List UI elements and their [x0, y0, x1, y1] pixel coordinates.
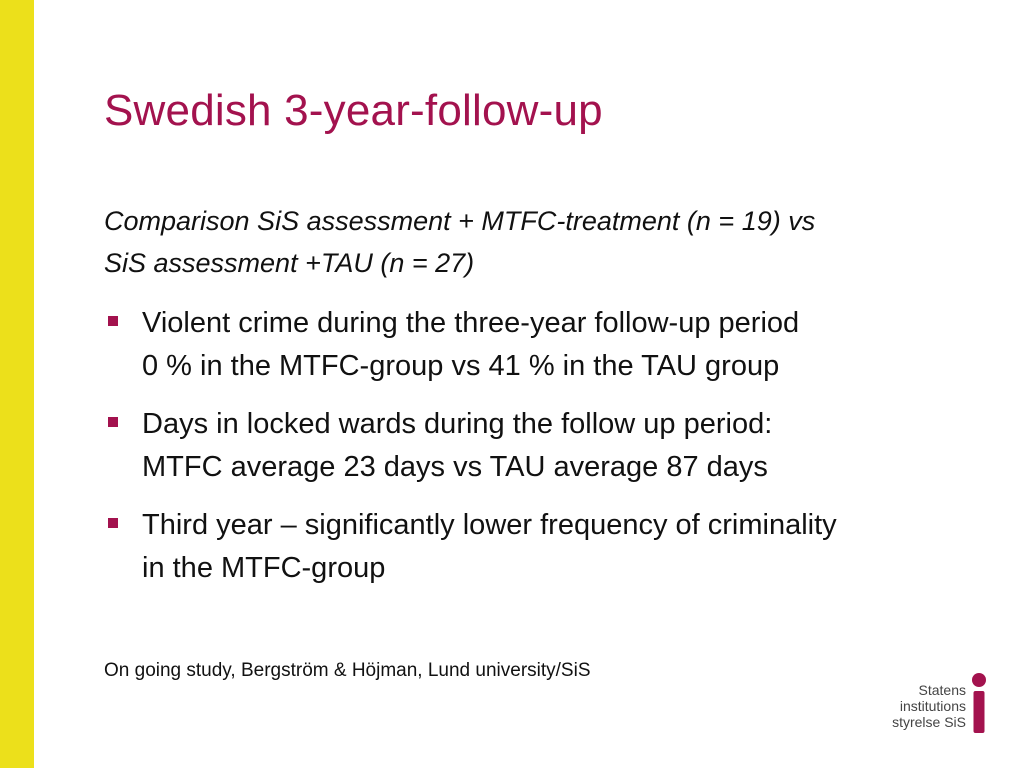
bullet-list	[104, 302, 994, 605]
subtitle-line-1: Comparison SiS assessment + MTFC-treatment (n = 19) vs	[104, 206, 816, 236]
square-bullet-icon	[108, 316, 118, 326]
bullet-line-1: Days in locked wards during the follow up period:	[142, 408, 773, 440]
subtitle-line-2: SiS assessment +TAU (n = 27)	[104, 248, 475, 278]
slide-subtitle	[104, 200, 984, 284]
bullet-line-1: Third year – significantly lower frequency of criminality	[142, 509, 837, 541]
bullet-item-locked-wards	[104, 403, 994, 489]
logo-text	[892, 672, 966, 730]
logo-line-1: Statens	[918, 682, 966, 698]
yellow-side-bar	[0, 0, 34, 768]
bullet-line-2: MTFC average 23 days vs TAU average 87 days	[142, 451, 768, 483]
bullet-item-violent-crime	[104, 302, 994, 388]
bullet-line-2: 0 % in the MTFC-group vs 41 % in the TAU group	[142, 350, 780, 382]
sis-logo	[892, 672, 988, 734]
slide-title: Swedish 3-year-follow-up	[104, 86, 603, 135]
bullet-item-third-year	[104, 504, 994, 590]
logo-line-2: institutions	[899, 698, 966, 714]
square-bullet-icon	[108, 417, 118, 427]
sis-i-logo-icon	[970, 672, 988, 734]
square-bullet-icon	[108, 518, 118, 528]
bullet-line-1: Violent crime during the three-year follow-up period	[142, 307, 800, 339]
source-footnote: On going study, Bergström & Höjman, Lund university/SiS	[104, 660, 591, 681]
logo-line-3: styrelse SiS	[892, 714, 966, 730]
bullet-line-2: in the MTFC-group	[142, 552, 386, 584]
